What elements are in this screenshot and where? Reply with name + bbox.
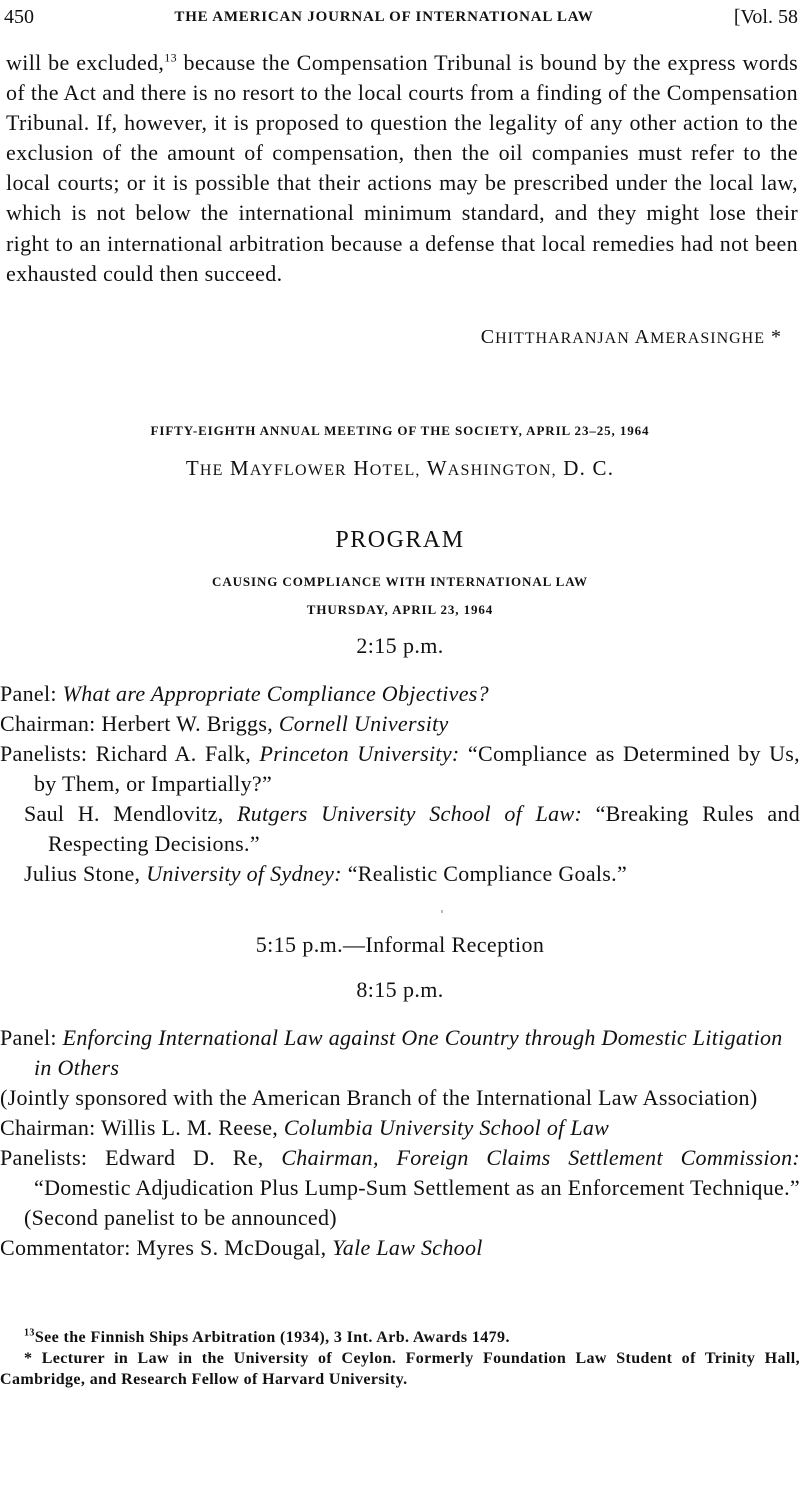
author-last-rest: MERASINGHE: [650, 330, 765, 347]
footnote-13: [0, 1327, 800, 1348]
program-heading: PROGRAM: [335, 527, 465, 553]
venue-rest: HE: [199, 462, 224, 479]
session1-panelist-3: [0, 859, 800, 889]
footnotes: [0, 1327, 800, 1390]
venue-city: D. C.: [563, 456, 615, 480]
session1-panelist-1: [0, 739, 800, 799]
chairman-affiliation: Cornell University: [278, 711, 449, 736]
session2-commentator: [0, 1233, 800, 1263]
meeting-title: FIFTY-EIGHTH ANNUAL MEETING OF THE SOCIETY, APRIL 23–25, 1964: [150, 423, 650, 438]
venue-cap: W: [426, 456, 448, 480]
author-footnote-mark: *: [771, 326, 782, 348]
venue-cap: M: [230, 456, 250, 480]
session1-time: 2:15 p.m.: [356, 633, 444, 658]
venue-rest: AYFLOWER: [249, 462, 347, 479]
session2-panelist-2: (Second panelist to be announced): [24, 1205, 337, 1230]
venue-cap: H: [353, 456, 370, 480]
session2-panelist-1: [0, 1143, 800, 1203]
panelist-affiliation: Rutgers University School of Law:: [237, 801, 583, 826]
session1-panelist-2: [0, 799, 800, 859]
meeting-venue: [0, 456, 800, 481]
panelist-name: Saul H. Mendlovitz,: [24, 801, 224, 826]
commentator-name: Myres S. McDougal,: [136, 1235, 327, 1260]
panelist-affiliation: Princeton University:: [259, 741, 460, 766]
program-theme: CAUSING COMPLIANCE WITH INTERNATIONAL LAW: [212, 574, 588, 589]
volume-number: [Vol. 58: [733, 5, 798, 28]
reception-time: 5:15 p.m.—Informal Reception: [255, 932, 545, 957]
chairman-affiliation: Columbia University School of Law: [283, 1115, 610, 1140]
panelist-talk-title: “Realistic Compliance Goals.”: [347, 861, 628, 886]
chairman-name: Herbert W. Briggs,: [101, 711, 273, 736]
panel-label: Panel:: [0, 1025, 57, 1050]
footnote-text: See the Finnish Ships Arbitration (1934), 3 Int. Arb. Awards 1479.: [34, 1329, 510, 1346]
footnote-ref-13: 13: [164, 50, 177, 65]
footnote-text: Lecturer in Law in the University of Ceylon. Formerly Foundation Law Student of Trinity Hall, Cambridge, and Research Fellow of Harvard University.: [0, 1350, 800, 1388]
panelist-name: Edward D. Re,: [105, 1145, 264, 1170]
panel-label: Panel:: [0, 681, 57, 706]
journal-title: THE AMERICAN JOURNAL OF INTERNATIONAL LAW: [174, 8, 594, 25]
venue-rest: OTEL,: [369, 462, 421, 479]
panelist-name: Richard A. Falk,: [95, 741, 252, 766]
chairman-label: Chairman:: [0, 711, 96, 736]
panelists-label: Panelists:: [0, 1145, 88, 1170]
panelist-talk-title: “Compliance as Determined by Us, by Them, or Impartially?”: [34, 741, 800, 796]
body-text-start: will be excluded,: [6, 50, 165, 75]
session2-chairman: [0, 1113, 800, 1143]
footnote-mark: 13: [24, 1327, 35, 1339]
session1-panel: [0, 679, 800, 709]
session2-block: [0, 1023, 800, 1263]
panelists-label: Panelists:: [0, 741, 88, 766]
commentator-affiliation: Yale Law School: [332, 1235, 483, 1260]
print-speck: [441, 910, 443, 913]
author-initial-first: C: [480, 326, 496, 348]
running-header: [4, 0, 798, 34]
panel-title: Enforcing International Law against One Country through Domestic Litigation in Others: [34, 1025, 783, 1080]
session2-time: 8:15 p.m.: [356, 977, 444, 1002]
body-paragraph: [6, 48, 798, 289]
chairman-label: Chairman:: [0, 1115, 96, 1140]
panelist-talk-title: “Breaking Rules and Respecting Decisions.”: [48, 801, 800, 856]
panelist-talk-title: “Domestic Adjudication Plus Lump-Sum Settlement as an Enforcement Technique.”: [34, 1175, 800, 1200]
footnote-author: [0, 1348, 800, 1390]
session2-sponsor: (Jointly sponsored with the American Branch of the International Law Association): [0, 1085, 758, 1110]
venue-rest: ASHINGTON,: [447, 462, 557, 479]
panelist-affiliation: Chairman, Foreign Claims Settlement Commission:: [281, 1145, 800, 1170]
author-initial-last: A: [634, 326, 651, 348]
panelist-name: Julius Stone,: [24, 861, 141, 886]
venue-cap: T: [185, 456, 200, 480]
body-text-rest: because the Compensation Tribunal is bound by the express words of the Act and there is no resort to the local courts from a finding of the Compensation Tribunal. If, however, it is proposed to question the legality of any other action to the exclusion of the amount of compensation, then the oil companies must refer to the local courts; or it is possible that their actions may be prescribed under the local law, which is not below the international minimum standard, and they might lose their right to an international arbitration because a defense that local remedies had not been exhausted could then succeed.: [6, 50, 798, 286]
page-number: 450: [4, 5, 34, 28]
author-first-rest: HITTHARANJAN: [495, 330, 630, 347]
session1-block: [0, 679, 800, 889]
chairman-name: Willis L. M. Reese,: [100, 1115, 279, 1140]
panelist-affiliation: University of Sydney:: [146, 861, 342, 886]
footnote-mark: *: [24, 1350, 33, 1367]
article-author: [481, 326, 782, 349]
panel-title: What are Appropriate Compliance Objectives?: [62, 681, 489, 706]
session2-panel: [0, 1023, 800, 1083]
session1-chairman: [0, 709, 800, 739]
commentator-label: Commentator:: [0, 1235, 131, 1260]
program-day: THURSDAY, APRIL 23, 1964: [306, 602, 494, 617]
